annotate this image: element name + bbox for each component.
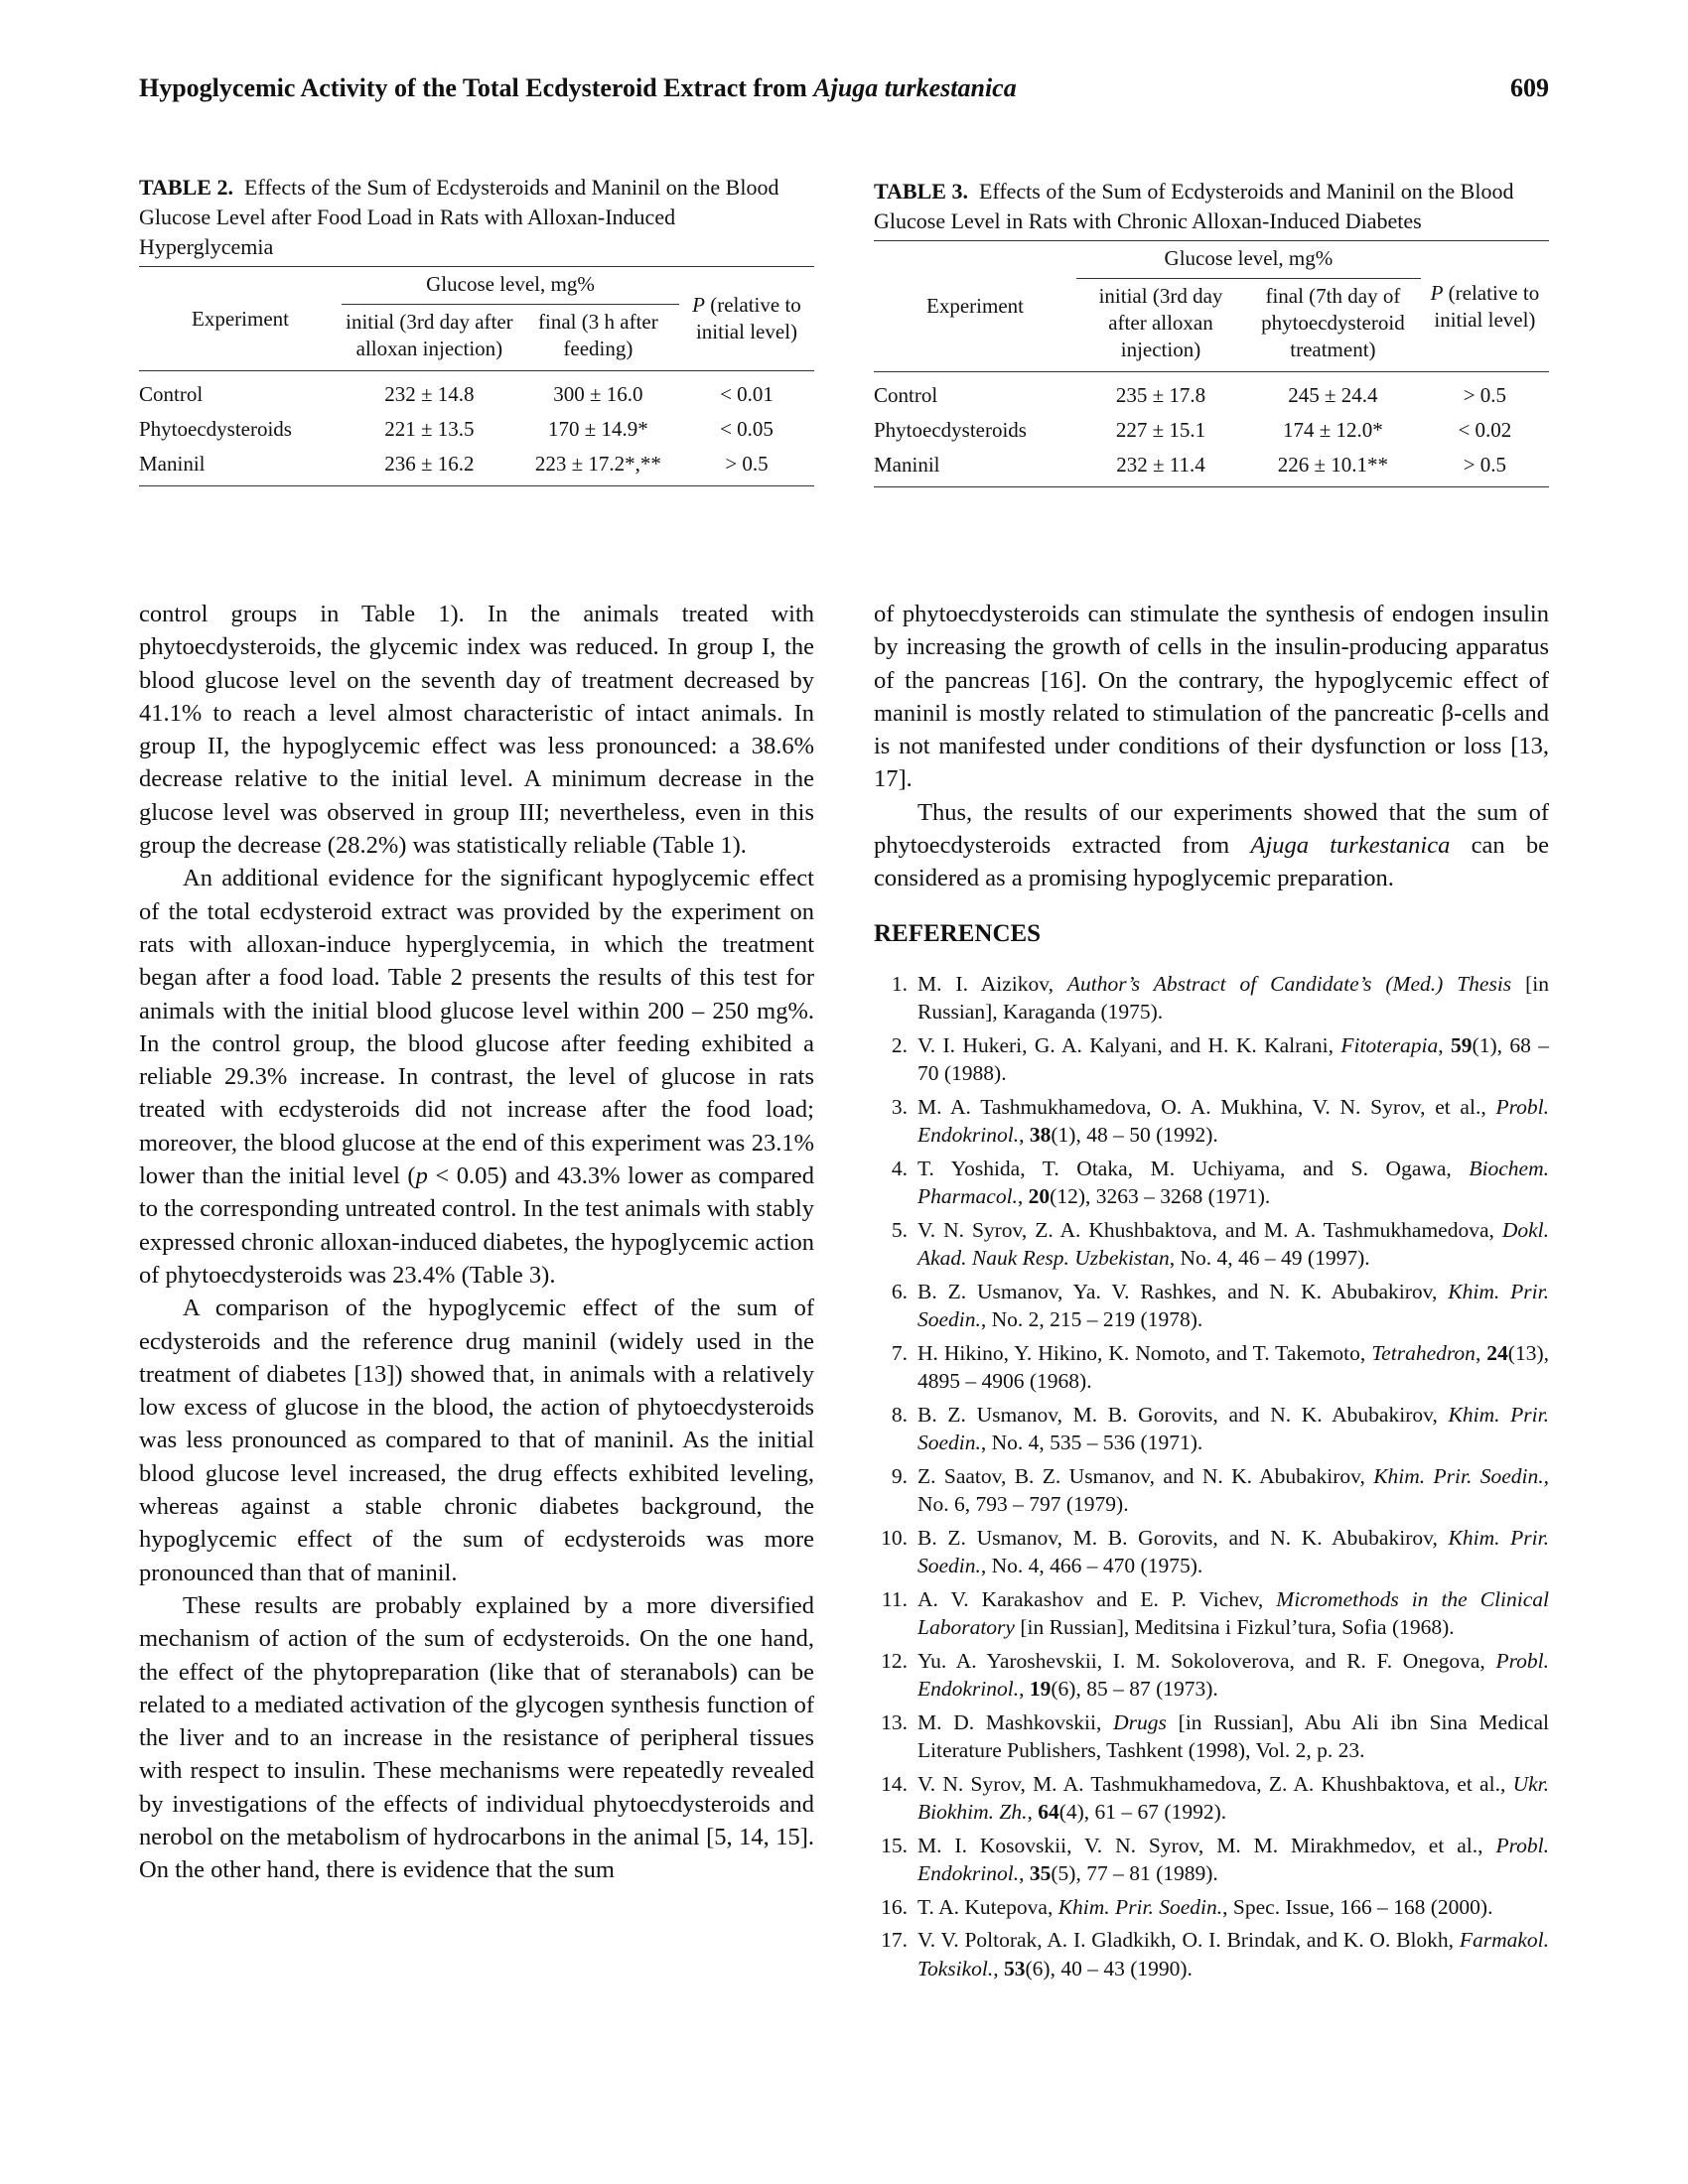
page-number: 609 <box>1510 73 1549 102</box>
table-cell: > 0.5 <box>1463 383 1507 407</box>
table-cell: Phytoecdysteroids <box>139 417 292 441</box>
table-cell: Maninil <box>139 452 206 476</box>
reference-number: 11. <box>881 1586 908 1611</box>
table-cell: 236 ± 16.2 <box>384 452 475 476</box>
table-2-grid <box>139 266 814 486</box>
reference-number: 1. <box>891 971 908 996</box>
reference-item: 4. T. Yoshida, T. Otaka, M. Uchiyama, and S. Ogawa, Biochem. Pharmacol., 20(12), 3263 – 3268 (1971). <box>874 1155 1549 1211</box>
reference-item: 3. M. A. Tashmukhamedova, O. A. Mukhina, V. N. Syrov, et al., Probl. Endokrinol., 38(1), 48 – 50 (1992). <box>874 1093 1549 1150</box>
reference-item: 16. T. A. Kutepova, Khim. Prir. Soedin., Spec. Issue, 166 – 168 (2000). <box>874 1893 1549 1922</box>
reference-number: 14. <box>881 1771 908 1796</box>
table-cell: > 0.5 <box>1463 453 1507 477</box>
table-cell: 245 ± 24.4 <box>1288 383 1378 407</box>
table-2-caption: TABLE 2. Effects of the Sum of Ecdysteroids and Maninil on the Blood Glucose Level after Food Load in Rats with Alloxan-Induced Hyperglycemia <box>139 175 779 259</box>
table-3-grid <box>874 240 1549 487</box>
reference-number: 16. <box>881 1894 908 1919</box>
table-row <box>139 412 814 447</box>
table-3 <box>874 177 1549 487</box>
table-row <box>874 448 1549 487</box>
reference-number: 5. <box>891 1217 908 1242</box>
table-cell: 232 ± 14.8 <box>384 382 475 406</box>
reference-number: 15. <box>881 1833 908 1857</box>
reference-number: 4. <box>891 1156 908 1180</box>
table-cell: 174 ± 12.0* <box>1283 418 1383 442</box>
reference-number: 6. <box>891 1279 908 1303</box>
reference-item: 8. B. Z. Usmanov, M. B. Gorovits, and N. K. Abubakirov, Khim. Prir. Soedin., No. 4, 535 – 536 (1971). <box>874 1401 1549 1457</box>
reference-item: 10. B. Z. Usmanov, M. B. Gorovits, and N. K. Abubakirov, Khim. Prir. Soedin., No. 4, 466 – 470 (1975). <box>874 1524 1549 1580</box>
body-paragraph: A comparison of the hypoglycemic effect of the sum of ecdysteroids and the reference drug maninil (widely used in the treatment of diabetes [13]) showed that, in animals with a relatively low excess of glucose in the blood, the action of phytoecdysteroids was less pronounced as compared to that of maninil. As the initial blood glucose level increased, the drug effects exhibited leveling, whereas against a stable chronic diabetes background, the hypoglycemic effect of the sum of ecdysteroids was more pronounced than that of maninil. <box>139 1295 814 1586</box>
table-cell: 223 ± 17.2*,** <box>534 452 661 476</box>
table-cell: > 0.5 <box>725 452 769 476</box>
reference-item: 2. V. I. Hukeri, G. A. Kalyani, and H. K. Kalrani, Fitoterapia, 59(1), 68 – 70 (1988). <box>874 1031 1549 1088</box>
table-cell: 300 ± 16.0 <box>553 382 643 406</box>
table-2-col-initial: initial (3rd day after alloxan injection) <box>346 310 513 360</box>
table-cell: Phytoecdysteroids <box>874 418 1027 442</box>
table-2-col-p: P (relative to initial level) <box>692 293 801 343</box>
reference-item: 9. Z. Saatov, B. Z. Usmanov, and N. K. Abubakirov, Khim. Prir. Soedin., No. 6, 793 – 797 (1979). <box>874 1462 1549 1519</box>
table-3-caption: TABLE 3. Effects of the Sum of Ecdysteroids and Maninil on the Blood Glucose Level in Rats with Chronic Alloxan-Induced Diabetes <box>874 179 1514 233</box>
running-head <box>139 73 1549 103</box>
table-cell: 235 ± 17.8 <box>1115 383 1206 407</box>
reference-number: 12. <box>881 1648 908 1673</box>
table-cell: 232 ± 11.4 <box>1116 453 1205 477</box>
table-cell: 221 ± 13.5 <box>384 417 475 441</box>
body-paragraph: Thus, the results of our experiments showed that the sum of phytoecdysteroids extracted from Ajuga turkestanica can be considered as a promising hypoglycemic preparation. <box>874 798 1550 892</box>
running-head-title: Hypoglycemic Activity of the Total Ecdysteroid Extract from Ajuga turkestanica <box>139 73 1017 102</box>
body-paragraph: An additional evidence for the significant hypoglycemic effect of the total ecdysteroid extract was provided by the experiment on rats with alloxan-induce hyperglycemia, in which the treatment began after a food load. Table 2 presents the results of this test for animals with the initial blood glucose level within 200 – 250 mg%. In the control group, the blood glucose after feeding exhibited a reliable 29.3% increase. In contrast, the level of glucose in rats treated with ecdysteroids did not increase after the food load; moreover, the blood glucose at the end of this experiment was 23.1% lower than the initial level (p < 0.05) and 43.3% lower as compared to the corresponding untreated control. In the test animals with stably expressed chronic alloxan-induced diabetes, the hypoglycemic action of phytoecdysteroids was 23.4% (Table 3). <box>139 865 814 1289</box>
reference-item: 7. H. Hikino, Y. Hikino, K. Nomoto, and T. Takemoto, Tetrahedron, 24(13), 4895 – 4906 (1968). <box>874 1339 1549 1396</box>
reference-item: 1. M. I. Aizikov, Author’s Abstract of Candidate’s (Med.) Thesis [in Russian], Karaganda (1975). <box>874 970 1549 1026</box>
reference-item: 17. V. V. Poltorak, A. I. Gladkikh, O. I. Brindak, and K. O. Blokh, Farmakol. Toksikol., 53(6), 40 – 43 (1990). <box>874 1926 1549 1982</box>
table-cell: < 0.02 <box>1458 418 1512 442</box>
reference-number: 3. <box>891 1094 908 1119</box>
table-2-col-experiment: Experiment <box>192 306 289 331</box>
reference-item: 13. M. D. Mashkovskii, Drugs [in Russian], Abu Ali ibn Sina Medical Literature Publishers, Tashkent (1998), Vol. 2, p. 23. <box>874 1708 1549 1765</box>
table-2-col-group: Glucose level, mg% <box>342 267 679 305</box>
table-3-col-final: final (7th day of phytoecdysteroid treatment) <box>1261 284 1405 361</box>
body-column-left <box>139 598 814 1887</box>
reference-number: 10. <box>881 1525 908 1550</box>
table-cell: < 0.05 <box>720 417 774 441</box>
table-cell: Control <box>874 383 938 407</box>
body-paragraph: control groups in Table 1). In the animals treated with phytoecdysteroids, the glycemic index was reduced. In group I, the blood glucose level on the seventh day of treatment decreased by 41.1% to reach a level almost characteristic of intact animals. In group II, the hypoglycemic effect was less pronounced: a 38.6% decrease relative to the initial level. A minimum decrease in the glucose level was observed in group III; nevertheless, even in this group the decrease (28.2%) was statistically reliable (Table 1). <box>139 601 814 860</box>
table-2 <box>139 173 814 486</box>
body-paragraph: These results are probably explained by a more diversified mechanism of action of the sum of ecdysteroids. On the one hand, the effect of the phytopreparation (like that of steranabols) can be related to a mediated activation of the glycogen synthesis function of the liver and to an increase in the resistance of peripheral tissues with respect to insulin. These mechanisms were repeatedly revealed by investigations of the effects of individual phytoecdysteroids and nerobol on the metabolism of hydrocarbons in the animal [5, 14, 15]. On the other hand, there is evidence that the sum <box>139 1591 814 1884</box>
table-3-col-initial: initial (3rd day after alloxan injection) <box>1098 284 1223 361</box>
reference-item: 14. V. N. Syrov, M. A. Tashmukhamedova, Z. A. Khushbaktova, et al., Ukr. Biokhim. Zh., 64(4), 61 – 67 (1992). <box>874 1770 1549 1827</box>
table-3-col-group: Glucose level, mg% <box>1076 241 1421 279</box>
reference-number: 8. <box>891 1402 908 1427</box>
table-3-col-p: P (relative to initial level) <box>1430 280 1540 332</box>
body-column-right <box>874 598 1549 1987</box>
table-2-col-final: final (3 h after feeding) <box>538 310 658 360</box>
reference-item: 6. B. Z. Usmanov, Ya. V. Rashkes, and N. K. Abubakirov, Khim. Prir. Soedin., No. 2, 215 – 219 (1978). <box>874 1278 1549 1334</box>
table-cell: Control <box>139 382 204 406</box>
table-cell: 227 ± 15.1 <box>1115 418 1206 442</box>
table-3-col-experiment: Experiment <box>926 294 1024 318</box>
reference-number: 2. <box>891 1032 908 1057</box>
table-cell: Maninil <box>874 453 940 477</box>
reference-item: 15. M. I. Kosovskii, V. N. Syrov, M. M. Mirakhmedov, et al., Probl. Endokrinol., 35(5), 77 – 81 (1989). <box>874 1832 1549 1888</box>
table-row <box>139 371 814 413</box>
table-row <box>874 413 1549 448</box>
table-cell: < 0.01 <box>720 382 774 406</box>
reference-item: 5. V. N. Syrov, Z. A. Khushbaktova, and M. A. Tashmukhamedova, Dokl. Akad. Nauk Resp. Uzbekistan, No. 4, 46 – 49 (1997). <box>874 1216 1549 1273</box>
references-heading: REFERENCES <box>874 919 1042 947</box>
table-cell: 226 ± 10.1** <box>1277 453 1389 477</box>
reference-item: 11. A. V. Karakashov and E. P. Vichev, Micromethods in the Clinical Laboratory [in Russian], Meditsina i Fizkul’tura, Sofia (1968). <box>874 1585 1549 1642</box>
table-row <box>874 372 1549 414</box>
table-row <box>139 447 814 486</box>
reference-number: 13. <box>881 1709 908 1734</box>
reference-number: 17. <box>881 1928 908 1953</box>
table-cell: 170 ± 14.9* <box>548 417 648 441</box>
reference-number: 7. <box>891 1340 908 1365</box>
body-paragraph: of phytoecdysteroids can stimulate the synthesis of endogen insulin by increasing the growth of cells in the insulin-producing apparatus of the pancreas [16]. On the contrary, the hypoglycemic effect of maninil is mostly related to stimulation of the pancreatic β-cells and is not manifested under conditions of their dysfunction or loss [13, 17]. <box>874 601 1549 793</box>
references-list <box>874 970 1549 1983</box>
reference-number: 9. <box>891 1463 908 1488</box>
reference-item: 12. Yu. A. Yaroshevskii, I. M. Sokoloverova, and R. F. Onegova, Probl. Endokrinol., 19(6), 85 – 87 (1973). <box>874 1647 1549 1704</box>
